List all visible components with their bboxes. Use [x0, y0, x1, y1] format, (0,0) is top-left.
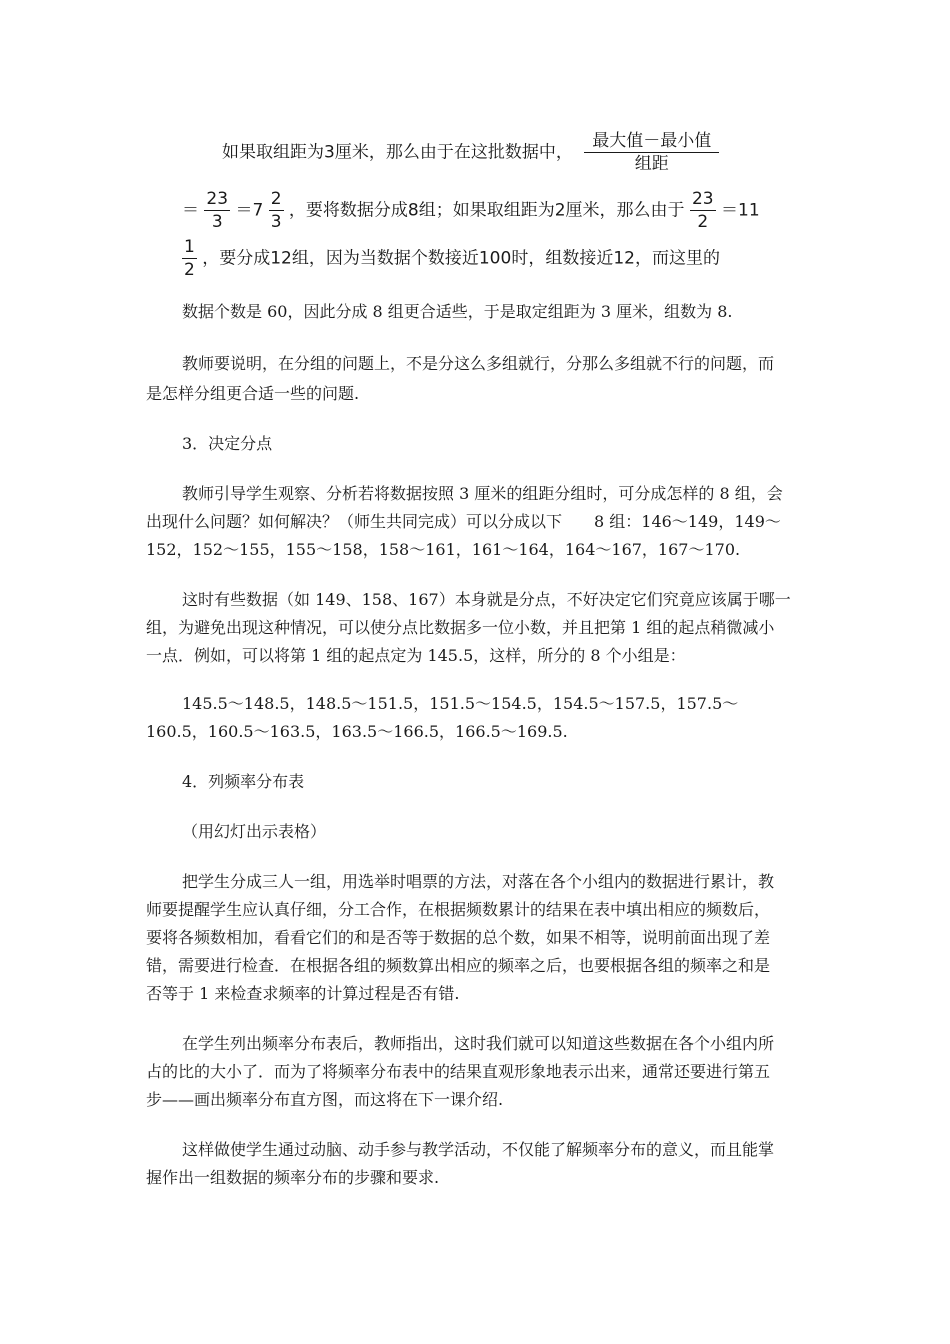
section-heading: 4．列频率分布表	[182, 772, 305, 791]
formula-intro: 如果取组距为3厘米，那么由于在这批数据中，	[222, 142, 573, 163]
eq-seven: ＝7	[235, 200, 264, 221]
fraction-numerator: 1	[184, 237, 195, 257]
text-line: 握作出一组数据的频率分布的步骤和要求.	[146, 1168, 440, 1187]
fraction-denominator: 2	[184, 260, 195, 280]
text-line: 否等于 1 来检查求频率的计算过程是否有错.	[146, 984, 460, 1003]
text-line: 152，152～155，155～158，158～161，161～164，164～167，167～170.	[146, 540, 741, 559]
text-line: 一点．例如，可以将第 1 组的起点定为 145.5，这样，所分的 8 个小组是：	[146, 646, 686, 665]
text-line: 错，需要进行检查．在根据各组的频数算出相应的频率之后，也要根据各组的频率之和是	[146, 956, 771, 975]
fraction-23-3	[204, 188, 230, 233]
eq-prefix: ＝	[182, 200, 199, 221]
fraction-denominator: 3	[211, 212, 223, 232]
formula-line-3	[182, 236, 720, 281]
text-line: 要将各频数相加，看看它们的和是否等于数据的总个数，如果不相等，说明前面出现了差	[146, 928, 771, 947]
formula-tail: ，要分成12组，因为当数据个数接近100时，组数接近12，而这里的	[202, 248, 720, 269]
text-line: 数据个数是 60，因此分成 8 组更合适些，于是取定组距为 3 厘米，组数为 8.	[182, 302, 733, 321]
eq-eleven: ＝11	[721, 200, 760, 221]
text-line: 教师要说明，在分组的问题上，不是分这么多组就行，分那么多组就不行的问题，而	[182, 354, 775, 373]
fraction-2-3	[269, 188, 284, 233]
fraction-1-2	[182, 236, 197, 281]
fraction-numerator: 最大值－最小值	[584, 130, 719, 153]
fraction-denominator: 组距	[634, 154, 669, 174]
fraction-denominator: 2	[697, 212, 709, 232]
text-line: 把学生分成三人一组，用选举时唱票的方法，对落在各个小组内的数据进行累计，教	[182, 872, 775, 891]
fraction-numerator: 23	[206, 189, 229, 209]
formula-line-2	[182, 188, 760, 233]
text-line: 师要提醒学生应认真仔细，分工合作，在根据频数累计的结果在表中填出相应的频数后，	[146, 900, 771, 919]
fraction-23-2	[690, 188, 716, 233]
text-line: 教师引导学生观察、分析若将数据按照 3 厘米的组距分组时，可分成怎样的 8 组，会	[182, 484, 783, 503]
fraction-denominator: 3	[270, 212, 282, 232]
text-line: 这时有些数据（如 149、158、167）本身就是分点，不好决定它们究竟应该属于哪一	[182, 590, 791, 609]
formula-middle: ，要将数据分成8组；如果取组距为2厘米，那么由于	[288, 200, 685, 221]
text-line: 占的比的大小了．而为了将频率分布表中的结果直观形象地表示出来，通常还要进行第五	[146, 1062, 771, 1081]
range-over-width-fraction	[584, 130, 719, 175]
fraction-numerator: 23	[691, 189, 714, 209]
text-line: 步——画出频率分布直方图，而这将在下一课介绍.	[146, 1090, 504, 1109]
text-line: 160.5，160.5～163.5，163.5～166.5，166.5～169.5.	[146, 722, 568, 741]
text-line: 145.5～148.5，148.5～151.5，151.5～154.5，154.5～157.5，157.5～	[182, 694, 739, 713]
text-line: 出现什么问题？如何解决？（师生共同完成）可以分成以下 8 组：146～149，149～	[146, 512, 781, 531]
text-line: （用幻灯出示表格）	[182, 822, 327, 841]
fraction-numerator: 2	[270, 189, 282, 209]
text-line: 在学生列出频率分布表后，教师指出，这时我们就可以知道这些数据在各个小组内所	[182, 1034, 775, 1053]
text-line: 这样做使学生通过动脑、动手参与教学活动，不仅能了解频率分布的意义，而且能掌	[182, 1140, 775, 1159]
section-heading: 3．决定分点	[182, 434, 273, 453]
text-line: 组，为避免出现这种情况，可以使分点比数据多一位小数，并且把第 1 组的起点稍微减小	[146, 618, 775, 637]
text-line: 是怎样分组更合适一些的问题.	[146, 384, 360, 403]
formula-line-1	[222, 130, 719, 175]
